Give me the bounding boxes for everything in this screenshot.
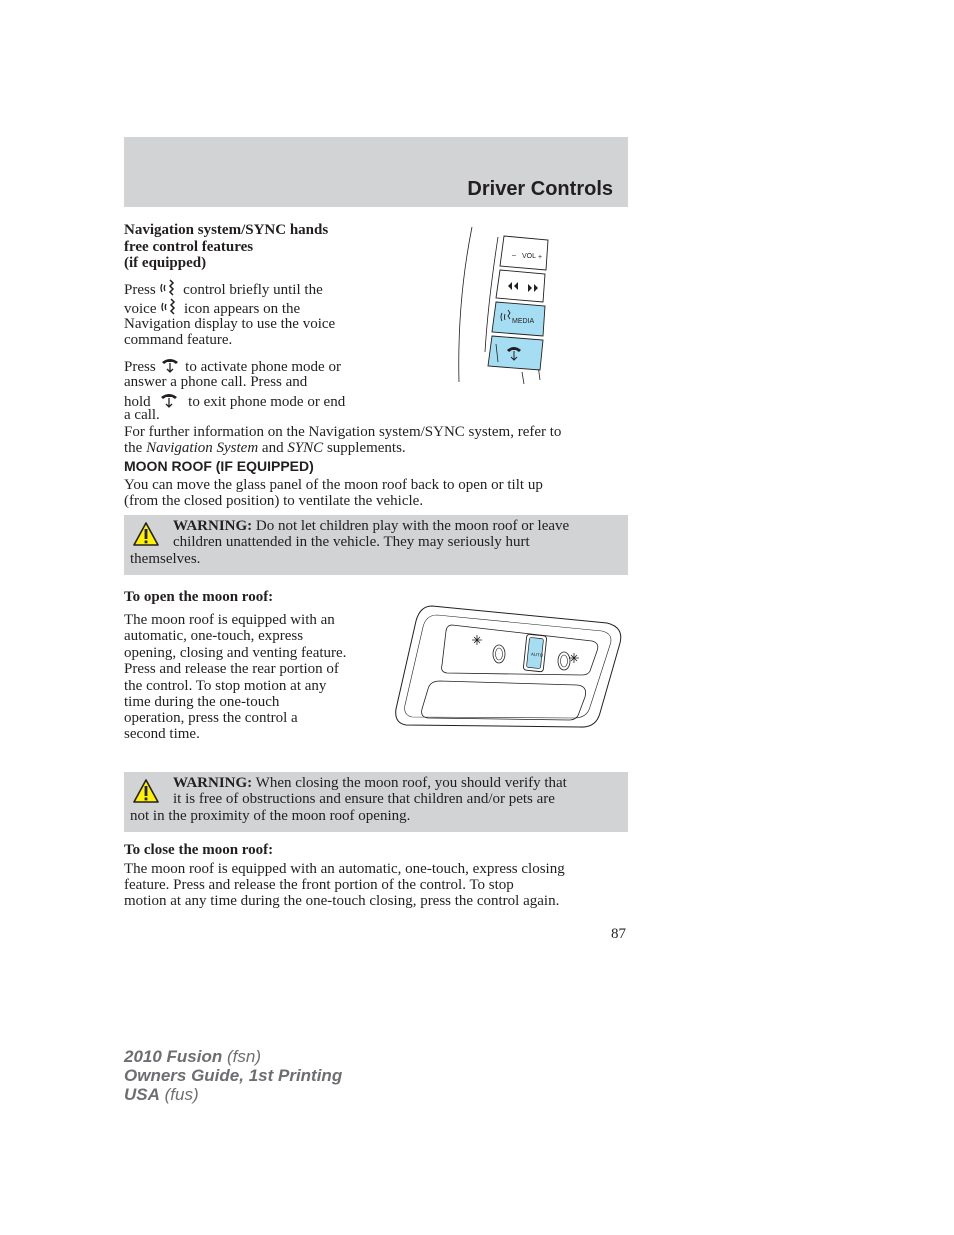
phone-text: a call. (124, 407, 160, 423)
further-text: For further information on the Navigation system/SYNC system, refer to (124, 424, 562, 440)
close-line: The moon roof is equipped with an automatic, one-touch, express closing (124, 861, 565, 877)
phone-icon (159, 356, 181, 374)
footer-model: 2010 Fusion (124, 1047, 223, 1066)
close-heading: To close the moon roof: (124, 842, 274, 858)
nav-system-ref: Navigation System (146, 440, 259, 456)
open-line: opening, closing and venting feature. (124, 645, 347, 661)
warning-text: not in the proximity of the moon roof opening. (130, 808, 411, 824)
footer-code: (fus) (164, 1085, 199, 1104)
close-line: motion at any time during the one-touch closing, press the control again. (124, 893, 560, 909)
warning-text: When closing the moon roof, you should verify that (255, 775, 567, 791)
open-heading: To open the moon roof: (124, 589, 274, 605)
footer-code: (fsn) (227, 1047, 261, 1066)
warning-triangle-icon (132, 778, 160, 804)
voice-command-icon (159, 279, 179, 297)
intro-line: You can move the glass panel of the moon roof back to open or tilt up (124, 477, 543, 493)
vol-minus-label: – (512, 252, 516, 259)
overhead-console-illustration (392, 603, 626, 733)
warning-box (124, 772, 628, 832)
voice-text: control briefly until the (183, 282, 323, 298)
warning-text: children unattended in the vehicle. They may seriously hurt (173, 534, 530, 550)
footer-guide: Owners Guide, 1st Printing (124, 1066, 343, 1085)
phone-text: to exit phone mode or end (188, 394, 346, 410)
open-line: automatic, one-touch, express (124, 628, 304, 644)
warning-label: WARNING: (173, 518, 253, 534)
phone-text: to activate phone mode or (185, 359, 341, 375)
phone-text: hold (124, 394, 151, 410)
sync-ref: SYNC (287, 440, 324, 456)
nav-heading-line: (if equipped) (124, 255, 207, 271)
footer-market: USA (124, 1085, 160, 1104)
warning-label: WARNING: (173, 775, 253, 791)
open-line: The moon roof is equipped with an (124, 612, 335, 628)
nav-heading-line: free control features (124, 238, 254, 255)
auto-label: AUTO (530, 651, 544, 658)
voice-command-icon (160, 298, 180, 316)
open-line: Press and release the rear portion of (124, 661, 339, 677)
nav-sync-heading (124, 222, 328, 272)
open-line: second time. (124, 726, 200, 742)
steering-wheel-controls-illustration (452, 222, 552, 387)
voice-text: voice (124, 301, 157, 317)
nav-heading-line: Navigation system/SYNC hands (124, 222, 329, 238)
voice-text: Navigation display to use the voice (124, 316, 336, 332)
warning-text: it is free of obstructions and ensure that children and/or pets are (173, 791, 555, 807)
vol-label: VOL (522, 253, 537, 260)
open-line: operation, press the control a (124, 710, 298, 726)
page-number: 87 (611, 926, 626, 942)
voice-text: command feature. (124, 332, 233, 348)
footer (124, 1047, 342, 1104)
phone-text: Press (124, 359, 156, 375)
moon-roof-heading: MOON ROOF (IF EQUIPPED) (124, 458, 314, 474)
voice-text: icon appears on the (183, 301, 301, 317)
phone-text: answer a phone call. Press and (124, 374, 308, 390)
close-line: feature. Press and release the front portion of the control. To stop (124, 877, 514, 893)
voice-text: Press (124, 282, 156, 298)
open-line: time during the one-touch (124, 694, 280, 710)
media-label: MEDIA (512, 318, 535, 325)
warning-box (124, 515, 628, 575)
warning-triangle-icon (132, 521, 160, 547)
intro-line: (from the closed position) to ventilate the vehicle. (124, 493, 424, 509)
further-text: and (261, 440, 284, 456)
vol-plus-label: + (538, 254, 543, 261)
further-text: supplements. (326, 440, 406, 456)
open-line: the control. To stop motion at any (124, 678, 327, 694)
page-title: Driver Controls (467, 178, 613, 200)
warning-text: themselves. (130, 551, 201, 567)
further-text: the (124, 440, 143, 456)
warning-text: Do not let children play with the moon roof or leave (255, 518, 570, 534)
header-bar (124, 137, 628, 207)
